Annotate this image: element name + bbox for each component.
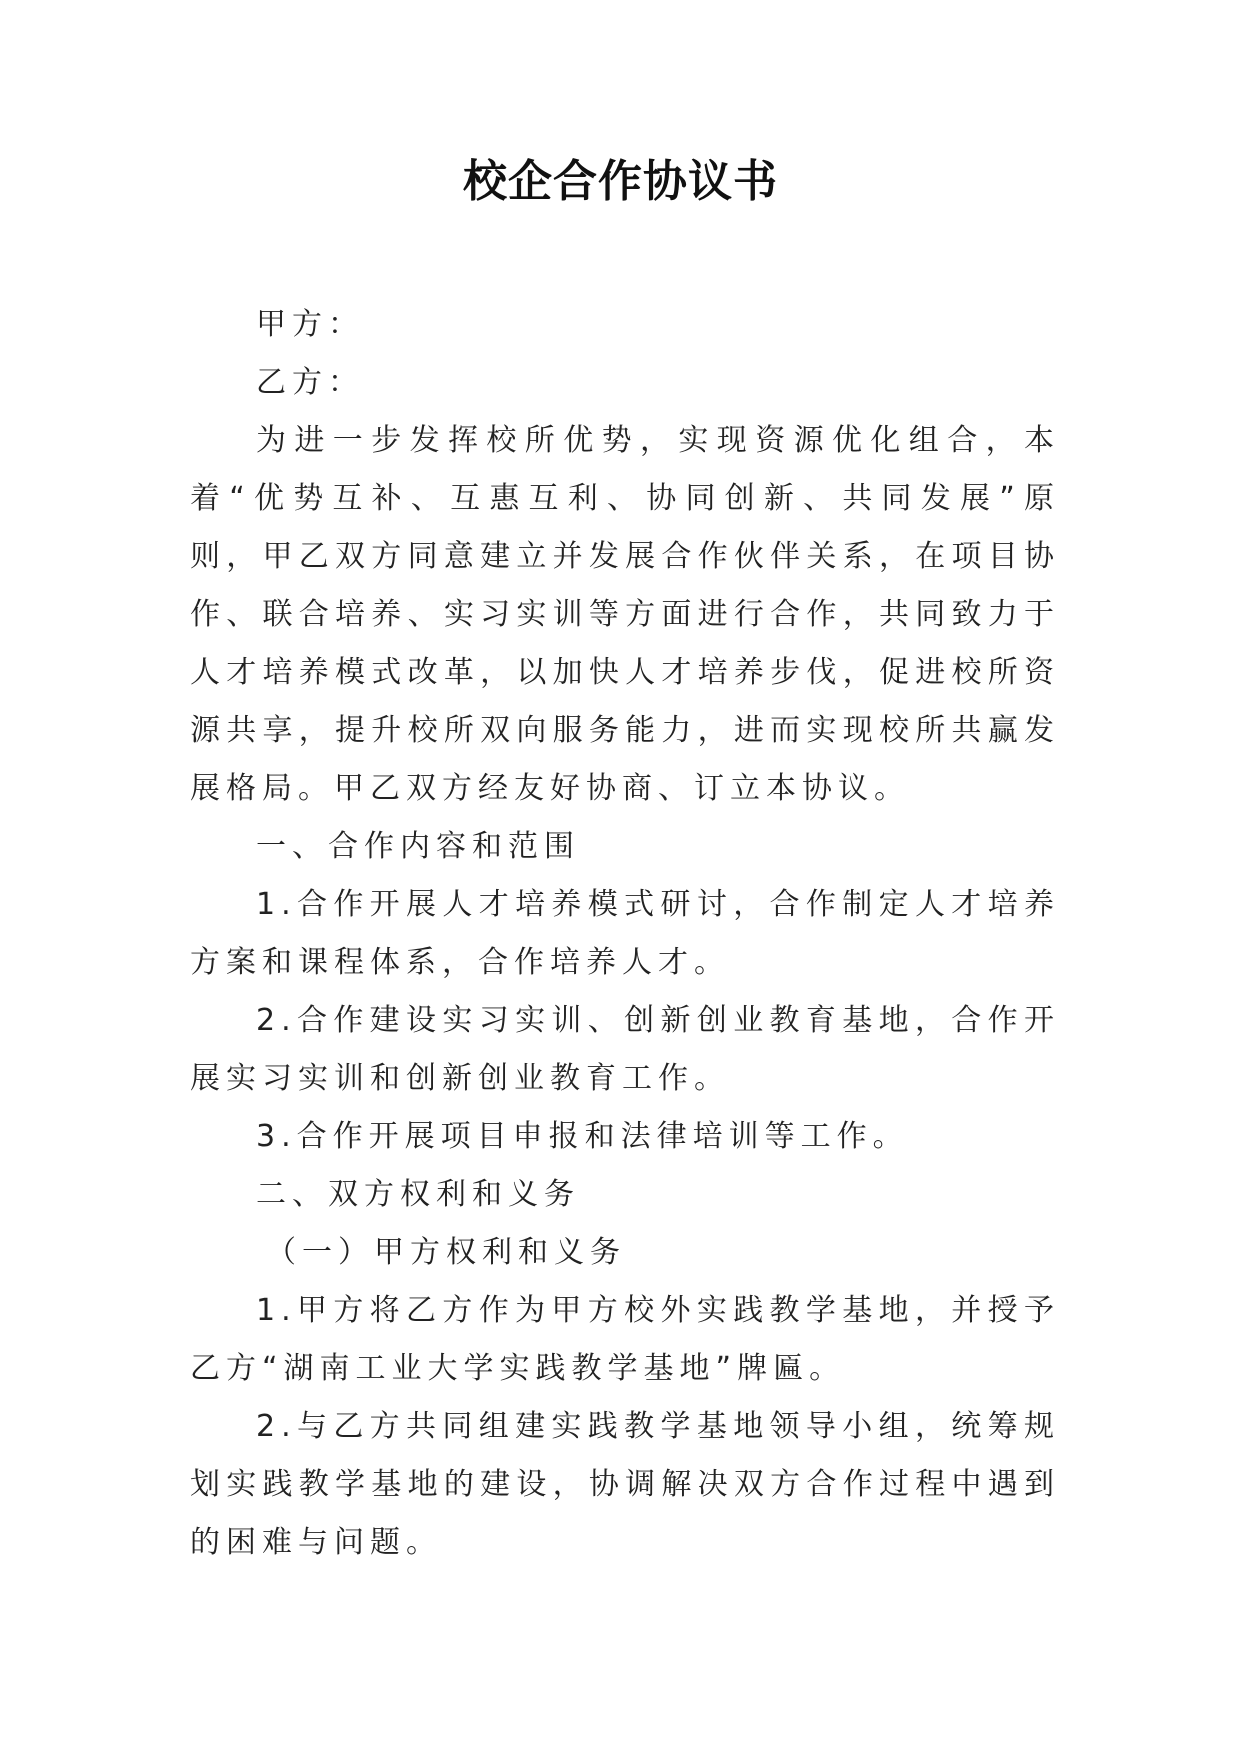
scope-item-2: 2.合作建设实习实训、创新创业教育基地，合作开展实习实训和创新创业教育工作。 xyxy=(190,1003,1060,1096)
preamble-paragraph: 为进一步发挥校所优势，实现资源优化组合，本着“优势互补、互惠互利、协同创新、共同发展”原则，甲乙双方同意建立并发展合作伙伴关系，在项目协作、联合培养、实习实训等方面进行合作，共同致力于人才培养模式改革，以加快人才培养步伐，促进校所资源共享，提升校所双向服务能力，进而实现校所共赢发展格局。甲乙双方经友好协商、订立本协议。 xyxy=(190,423,1060,806)
party-a-item-1: 1.甲方将乙方作为甲方校外实践教学基地，并授予乙方“湖南工业大学实践教学基地”牌匾。 xyxy=(190,1293,1060,1386)
party-b-line: 乙方： xyxy=(256,365,364,400)
party-a-line: 甲方： xyxy=(256,307,364,342)
scope-item-1: 1.合作开展人才培养模式研讨，合作制定人才培养方案和课程体系，合作培养人才。 xyxy=(190,887,1060,980)
document-body xyxy=(190,296,1060,1572)
section-heading-rights: 二、双方权利和义务 xyxy=(256,1177,580,1212)
section-heading-scope: 一、合作内容和范围 xyxy=(256,829,580,864)
document-title: 校企合作协议书 xyxy=(463,156,778,207)
subsection-heading-party-a: （一）甲方权利和义务 xyxy=(266,1235,626,1270)
party-a-item-2: 2.与乙方共同组建实践教学基地领导小组，统筹规划实践教学基地的建设，协调解决双方合作过程中遇到的困难与问题。 xyxy=(190,1409,1060,1560)
scope-item-3: 3.合作开展项目申报和法律培训等工作。 xyxy=(256,1119,909,1154)
